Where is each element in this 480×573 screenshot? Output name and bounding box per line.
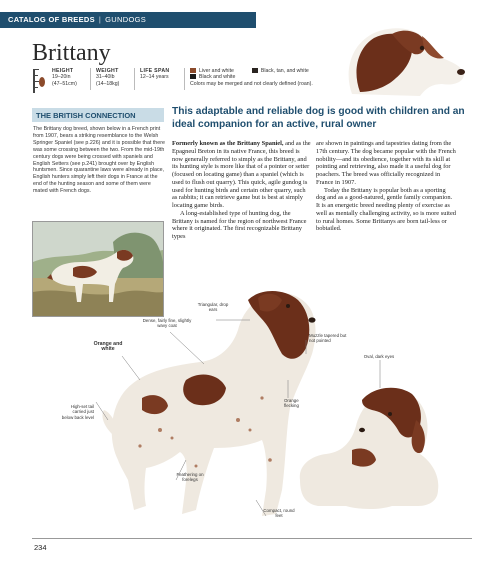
breed-title: Brittany bbox=[32, 40, 111, 66]
stat-divider bbox=[90, 68, 91, 90]
sidebar-body: The Brittany dog breed, shown below in a French print from 1907, bears a striking resemblance to the Welsh Springer Spaniel (see p.226) and it is possible that there was some crossing between the two. From the mid-19th century dogs were being crossed with spaniels and English Setters (see p.241) brought over by English huntsmen. Since quarantine laws were already in place, English hunters simply left their dogs in France at the end of the hunting season and some of them were mated with French dogs. bbox=[33, 126, 165, 195]
stat-divider bbox=[184, 68, 185, 90]
catalog-subsection: GUNDOGS bbox=[105, 15, 147, 24]
header-separator: | bbox=[98, 15, 102, 24]
sidebar-heading: THE BRITISH CONNECTION bbox=[36, 111, 136, 120]
annotation-flecking: Orange flecking bbox=[284, 398, 299, 409]
color-swatch-liver bbox=[190, 68, 196, 73]
colors-note: Colors may be merged and not clearly defined (roan). bbox=[190, 80, 313, 87]
body-paragraph: Formerly known as the Brittany Spaniel, and as the Epagneul Breton in its native France, this breed is now generally referred to simply as the Brittany, and its hunting style is more like that of a pointer or setter (focused on locating game) than a spaniel (which is used to flush out quarry). This quick, agile gundog is used for hunting birds and certain other quarry, such as rabbits; it can retrieve game but is best at simply locating game birds. bbox=[172, 140, 311, 209]
catalog-header-text bbox=[8, 15, 146, 24]
annotation-feathering: Feathering on forelegs bbox=[176, 472, 204, 483]
stat-divider bbox=[134, 68, 135, 90]
page-number: 234 bbox=[34, 543, 47, 552]
color-swatches bbox=[190, 68, 313, 87]
color-swatch-black bbox=[190, 74, 196, 79]
annotation-feet: Compact, round feet bbox=[263, 508, 295, 519]
body-column-1 bbox=[172, 140, 312, 241]
annotation-color: Orange and white bbox=[93, 341, 123, 353]
body-paragraph: A long-established type of hunting dog, the Brittany is named for the region of northwest France where it originated. The first recognizable Brittany types bbox=[172, 209, 307, 240]
color-swatch-black-tan bbox=[252, 68, 258, 73]
catalog-header-bar bbox=[0, 12, 256, 28]
annotation-coat: Dense, fairly fine, slightly wavy coat bbox=[142, 318, 192, 329]
breed-stats bbox=[32, 66, 332, 96]
weight-value-metric: (14–18kg) bbox=[96, 80, 120, 87]
body-paragraph: Today the Brittany is popular both as a sporting dog and as a good-natured, gentle family companion. It is an energetic breed needing plenty of exercise as well as mentally challenging activity, so is more suited to rural homes. Some Brittanys are born tail-less or bobtailed. bbox=[316, 186, 456, 233]
annotation-ears: Triangular, drop ears bbox=[197, 302, 229, 313]
weight-value: 31–40lb bbox=[96, 74, 115, 81]
annotation-muzzle: Muzzle tapered but not pointed bbox=[309, 333, 347, 344]
body-paragraph: are shown in paintings and tapestries dating from the 17th century. The dog became popular with the French nobility—and its obedience, together with its skill at pointing and retrieving, also made it a useful dog for poachers. The breed was officially recognized in France in 1907. bbox=[316, 140, 456, 186]
color-black-white: Black and white bbox=[190, 74, 313, 80]
catalog-section: CATALOG OF BREEDS bbox=[8, 15, 95, 24]
lead-in-text: Formerly known as the Brittany Spaniel, bbox=[172, 140, 284, 147]
weight-stat bbox=[96, 68, 119, 87]
main-heading: This adaptable and reliable dog is good with children and an ideal companion for an active, rural owner bbox=[172, 106, 465, 130]
lifespan-label: LIFE SPAN bbox=[140, 68, 170, 74]
annotation-eyes: Oval, dark eyes bbox=[363, 354, 395, 359]
brittany-head-photo bbox=[330, 22, 470, 98]
annotation-tail: High-set tail carried just below back level bbox=[61, 404, 94, 420]
weight-label: WEIGHT bbox=[96, 68, 119, 74]
height-value: 19–20in bbox=[52, 74, 71, 81]
height-label: HEIGHT bbox=[52, 68, 74, 74]
height-stat bbox=[52, 68, 77, 87]
lying-brittany bbox=[300, 388, 439, 509]
lifespan-value: 12–14 years bbox=[140, 74, 169, 81]
body-column-2 bbox=[316, 140, 456, 233]
page-footer-rule bbox=[32, 538, 472, 539]
sidebar-heading-box bbox=[32, 108, 164, 122]
height-scale-icon bbox=[32, 68, 46, 94]
color-liver-white: Liver and white Black, tan, and white bbox=[190, 68, 313, 74]
height-value-metric: (47–51cm) bbox=[52, 80, 77, 87]
lifespan-stat bbox=[140, 68, 169, 81]
